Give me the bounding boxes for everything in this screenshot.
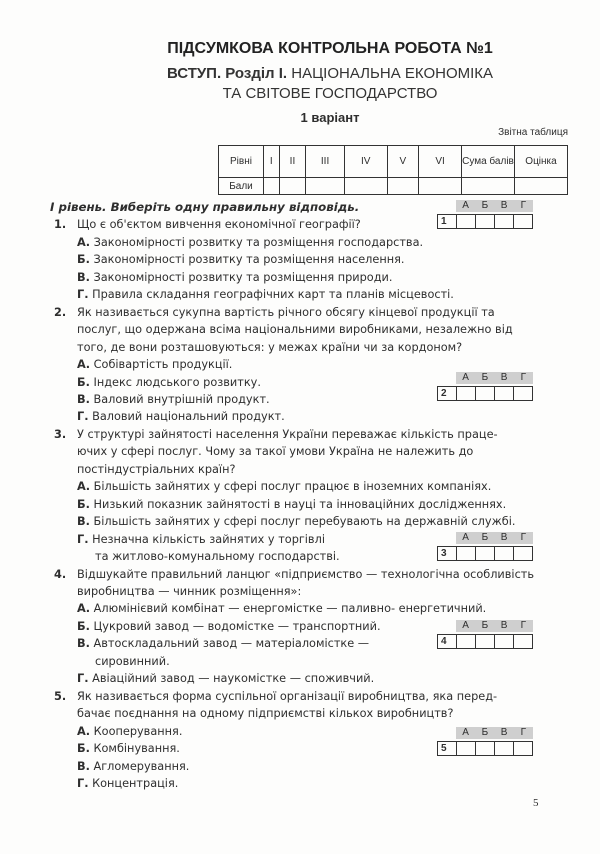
option-text: Агломерування. <box>93 759 190 773</box>
option-text: Більшість зайнятих у сфері послуг перебувають на державній службі. <box>93 515 516 529</box>
answer-grid-row <box>437 634 533 649</box>
score-cell[interactable] <box>306 178 344 195</box>
answer-letter: Б <box>481 372 489 383</box>
option-text: Цукровий завод — водомістке — транспортний. <box>93 619 381 633</box>
question-number: 2. <box>54 305 67 319</box>
question-text: послуг, що одержана всіма національними виробниками, незалежно від <box>77 323 513 337</box>
answer-cell[interactable] <box>475 215 494 228</box>
page-title: ПІДСУМКОВА КОНТРОЛЬНА РОБОТА №1 <box>167 40 493 57</box>
answer-option <box>50 653 570 670</box>
question-text: того, де вони розташовуються: у межах країни чи за кордоном? <box>77 340 463 354</box>
question-number: 4. <box>54 567 67 581</box>
section-name: НАЦІОНАЛЬНА ЕКОНОМІКА <box>291 65 494 82</box>
answer-grid <box>437 532 533 561</box>
option-letter: А. <box>77 724 91 738</box>
option-letter: Г. <box>77 288 89 302</box>
option-letter: В. <box>77 392 90 406</box>
question-text: бачає поєднання на одному підприємстві кількох виробництв? <box>77 707 454 721</box>
answer-letter: Б <box>481 727 489 738</box>
answer-option <box>50 251 570 268</box>
answer-letter: Б <box>481 620 489 631</box>
answer-cell[interactable] <box>456 742 475 755</box>
answer-letter: Г <box>520 372 527 383</box>
question-text: Як називається форма суспільної організації виробництва, яка перед- <box>77 689 498 703</box>
answer-grid-row <box>437 386 533 401</box>
score-cell[interactable] <box>387 178 418 195</box>
option-text: Собівартість продукції. <box>93 358 233 372</box>
option-text: Низький показник зайнятості в науці та інноваційних дослідженнях. <box>93 497 507 511</box>
answer-option <box>50 356 570 373</box>
score-cell[interactable] <box>344 178 387 195</box>
answer-cell[interactable] <box>475 635 494 648</box>
answer-cell[interactable] <box>475 387 494 400</box>
report-table <box>218 145 568 195</box>
answer-option <box>50 600 570 617</box>
answer-cell[interactable] <box>456 215 475 228</box>
answer-cell[interactable] <box>456 387 475 400</box>
answer-cell[interactable] <box>456 547 475 560</box>
answer-letter: В <box>500 200 508 211</box>
answer-cell[interactable] <box>456 635 475 648</box>
row-label: Бали <box>219 178 264 195</box>
answer-cell[interactable] <box>494 387 513 400</box>
section-title-line2: ТА СВІТОВЕ ГОСПОДАРСТВО <box>222 85 438 102</box>
option-text: Більшість зайнятих у сфері послуг працює в іноземних компаніях. <box>93 480 492 494</box>
answer-option <box>50 513 570 530</box>
header-cell: Рівні <box>219 146 264 178</box>
question-text: Що є об'єктом вивчення економічної географії? <box>77 218 361 232</box>
header-cell: V <box>387 146 418 178</box>
answer-option <box>50 758 570 775</box>
option-text: сировинний. <box>95 654 170 668</box>
answer-letter: Б <box>481 200 489 211</box>
answer-option <box>50 234 570 251</box>
answer-grid <box>437 200 533 229</box>
question-text: У структурі зайнятості населення України переважає кількість праце- <box>77 427 498 441</box>
option-letter: Г. <box>77 776 89 790</box>
option-letter: В. <box>77 637 90 651</box>
answer-cell[interactable] <box>513 547 532 560</box>
question-text: Відшукайте правильний ланцюг «підприємство — технологічна особливість <box>77 567 535 581</box>
header-cell: II <box>279 146 306 178</box>
answer-option <box>50 478 570 495</box>
page-number: 5 <box>533 797 539 809</box>
answer-letter: А <box>462 200 469 211</box>
answer-cell[interactable] <box>513 635 532 648</box>
answer-option <box>50 670 570 687</box>
answer-grid-header <box>456 200 533 212</box>
report-table-label: Звітна таблиця <box>498 127 568 138</box>
header-cell: IV <box>344 146 387 178</box>
answer-letter: В <box>500 727 508 738</box>
header-cell: Сума балів <box>462 146 515 178</box>
answer-cell[interactable] <box>494 215 513 228</box>
question-number: 1. <box>54 218 67 232</box>
section-label: ВСТУП. Розділ І. <box>166 65 288 82</box>
answer-letter: Г <box>520 620 527 631</box>
answer-option <box>50 408 570 425</box>
option-letter: Г. <box>77 532 89 546</box>
answer-grid <box>437 727 533 756</box>
option-text: Закономірності розвитку та розміщення населення. <box>93 253 405 267</box>
answer-grid-row <box>437 741 533 756</box>
option-letter: Г. <box>77 672 89 686</box>
question-5 <box>50 688 570 723</box>
option-text: Закономірності розвитку та розміщення природи. <box>93 270 393 284</box>
answer-grid-number: 3 <box>441 548 447 559</box>
option-text: Концентрація. <box>92 776 179 790</box>
option-text: Закономірності розвитку та розміщення господарства. <box>93 235 424 249</box>
option-text: Незначна кількість зайнятих у торгівлі <box>92 532 325 546</box>
option-text: Комбінування. <box>93 742 180 756</box>
answer-letter: А <box>462 727 469 738</box>
answer-letter: А <box>462 372 469 383</box>
option-text: Автоскладальний завод — матеріаломістке — <box>93 637 370 651</box>
option-letter: Б. <box>77 497 90 511</box>
question-4 <box>50 566 570 601</box>
answer-letter: В <box>500 620 508 631</box>
variant-label: 1 варіант <box>300 110 360 125</box>
answer-letter: Г <box>520 532 527 543</box>
answer-letter: Г <box>520 200 527 211</box>
answer-option <box>50 496 570 513</box>
question-text: Як називається сукупна вартість річного обсягу кінцевої продукції та <box>77 305 495 319</box>
question-2 <box>50 304 570 356</box>
question-3 <box>50 426 570 478</box>
question-number: 3. <box>54 427 67 441</box>
answer-option <box>50 269 570 286</box>
questions-body <box>50 199 570 792</box>
answer-letter: А <box>462 620 469 631</box>
option-text: Авіаційний завод — наукомістке — споживчий. <box>92 672 375 686</box>
answer-grid-number: 4 <box>441 636 447 647</box>
answer-letter: Г <box>520 727 527 738</box>
score-cell[interactable] <box>515 178 568 195</box>
option-letter: А. <box>77 602 91 616</box>
score-cell[interactable] <box>462 178 515 195</box>
answer-cell[interactable] <box>513 215 532 228</box>
score-cell[interactable] <box>264 178 280 195</box>
option-text: Алюмінієвий комбінат — енергомістке — паливно- енергетичний. <box>93 602 487 616</box>
answer-cell[interactable] <box>475 547 494 560</box>
option-text: Правила складання географічних карт та планів місцевості. <box>92 288 454 302</box>
question-text: виробництва — чинник розміщення»: <box>77 584 302 598</box>
option-letter: Б. <box>77 619 90 633</box>
option-letter: А. <box>77 358 91 372</box>
header-cell: Оцінка <box>515 146 568 178</box>
answer-cell[interactable] <box>513 387 532 400</box>
answer-letter: А <box>462 532 469 543</box>
option-letter: А. <box>77 480 91 494</box>
answer-grid <box>437 620 533 649</box>
option-letter: Г. <box>77 410 89 424</box>
answer-grid-number: 1 <box>441 216 447 227</box>
answer-cell[interactable] <box>494 547 513 560</box>
answer-grid-header <box>456 372 533 384</box>
option-letter: Б. <box>77 253 90 267</box>
option-text: Кооперування. <box>93 724 183 738</box>
answer-grid-row <box>437 214 533 229</box>
answer-grid-number: 5 <box>441 743 447 754</box>
question-text: ючих у сфері послуг. Чому за такої умови Україна не належить до <box>77 445 474 459</box>
option-letter: В. <box>77 270 90 284</box>
option-text: Валовий національний продукт. <box>92 410 285 424</box>
answer-option <box>50 775 570 792</box>
level-heading: І рівень. Виберіть одну правильну відповідь. <box>50 200 360 214</box>
header-cell: III <box>306 146 344 178</box>
answer-cell[interactable] <box>494 742 513 755</box>
answer-option <box>50 286 570 303</box>
answer-grid-header <box>456 727 533 739</box>
question-number: 5. <box>54 689 67 703</box>
score-cell[interactable] <box>279 178 306 195</box>
question-text: постіндустріальних країн? <box>77 462 236 476</box>
score-cell[interactable] <box>419 178 462 195</box>
option-letter: Б. <box>77 375 90 389</box>
answer-grid-number: 2 <box>441 388 447 399</box>
header-cell: I <box>264 146 280 178</box>
option-text: Валовий внутрішній продукт. <box>93 392 270 406</box>
option-letter: А. <box>77 235 91 249</box>
answer-cell[interactable] <box>475 742 494 755</box>
option-text: та житлово-комунальному господарстві. <box>95 550 340 564</box>
option-letter: В. <box>77 515 90 529</box>
answer-cell[interactable] <box>494 635 513 648</box>
header-cell: VI <box>419 146 462 178</box>
option-letter: Б. <box>77 742 90 756</box>
option-letter: В. <box>77 759 90 773</box>
option-text: Індекс людського розвитку. <box>93 375 261 389</box>
answer-grid-header <box>456 620 533 632</box>
answer-grid <box>437 372 533 401</box>
answer-grid-header <box>456 532 533 544</box>
answer-letter: Б <box>481 532 489 543</box>
answer-grid-row <box>437 546 533 561</box>
answer-letter: В <box>500 532 508 543</box>
section-title <box>0 65 600 82</box>
answer-cell[interactable] <box>513 742 532 755</box>
answer-letter: В <box>500 372 508 383</box>
